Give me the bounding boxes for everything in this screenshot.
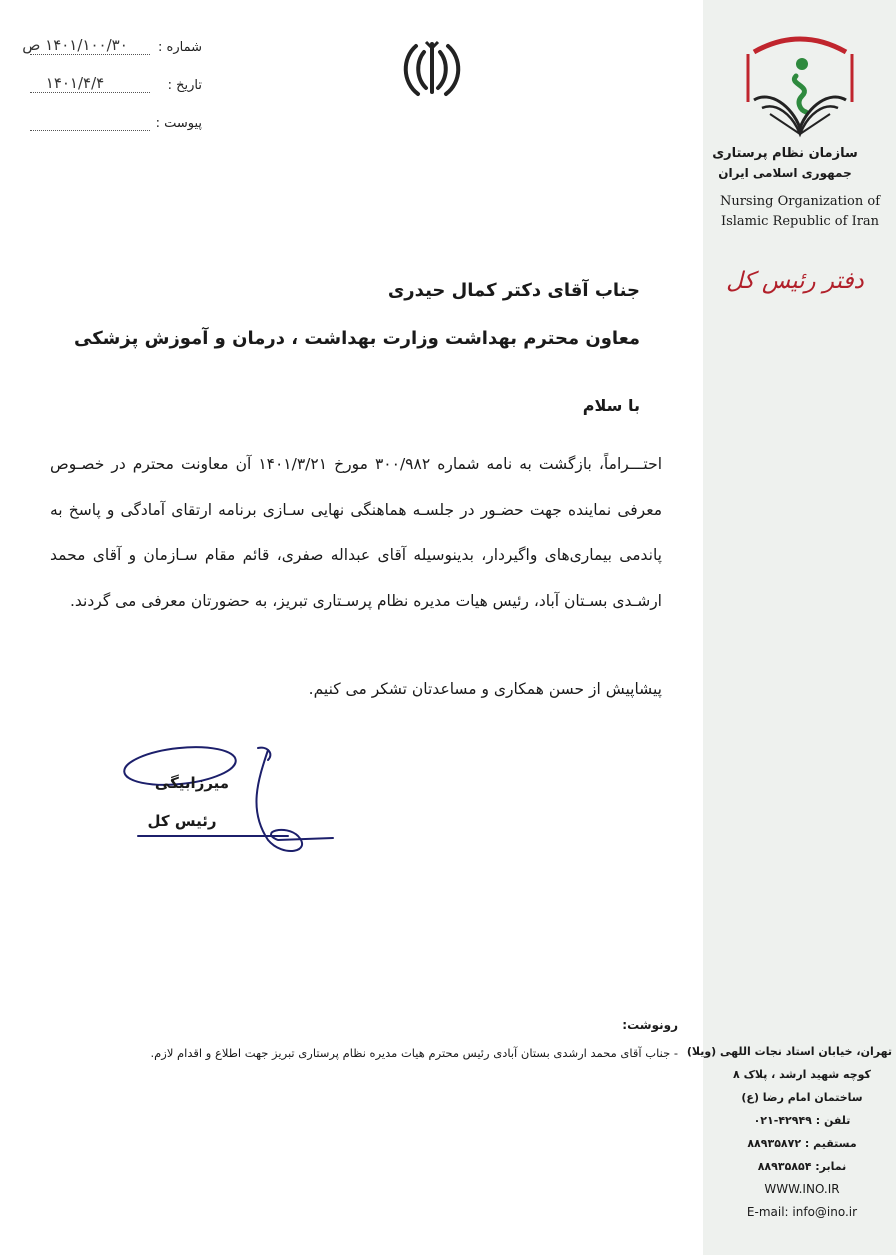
cc-label: رونوشت: — [622, 1018, 678, 1032]
footer-contact — [686, 1040, 892, 1224]
letter-body: احتـــراماً، بازگشت به نامه شماره ۳۰۰/۹۸۲ مورخ ۱۴۰۱/۳/۲۱ آن معاونت محترم در خصـوص معرفی نماینده جهت حضـور در جلسـه هماهنگی نهایی سـازی برنامه ارتقای آمادگی و پاسخ به پاندمی بیماری‌های واگیردار، بدینوسیله آقای عبداله صفری، قائم مقام سـازمان و آقای محمد ارشـدی بسـتان آباد، رئیس هیات مدیره نظام پرسـتاری تبریز، به حضورتان معرفی می گردند. — [50, 455, 662, 610]
direct-phone: مستقیم : ۸۸۹۳۵۸۷۲ — [747, 1137, 857, 1150]
cc-item: - جناب آقای محمد ارشدی بستان آبادی رئیس محترم هیات مدیره نظام پرستاری تبریز جهت اطلاع و اقدام لازم. — [150, 1046, 678, 1060]
org-name-fa-line1: سازمان نظام پرستاری — [712, 146, 858, 161]
fax: نمابر: ۸۸۹۳۵۸۵۴ — [757, 1160, 847, 1173]
org-name-fa-line2: جمهوری اسلامی ایران — [718, 166, 852, 180]
date-row — [0, 74, 220, 112]
email-link[interactable]: E-mail: info@ino.ir — [746, 1205, 858, 1219]
recipient-title: معاون محترم بهداشت وزارت بهداشت ، درمان و آموزش پزشکی — [74, 328, 640, 349]
number-row — [0, 36, 220, 74]
number-dots — [30, 54, 150, 55]
recipient-name: جناب آقای دکتر کمال حیدری — [387, 280, 640, 301]
signer-name: میرزابیگی — [154, 774, 230, 792]
attachment-label: پیوست : — [155, 116, 202, 131]
letter-meta — [0, 36, 220, 150]
number-value: ۱۴۰۱/۱۰۰/۳۰ ص — [22, 36, 128, 54]
signer-title: رئیس کل — [147, 812, 217, 830]
attachment-dots — [30, 130, 150, 131]
phone: تلفن : ۴۲۹۴۹-۰۲۱ — [753, 1114, 851, 1127]
salutation: با سلام — [582, 396, 640, 415]
date-dots — [30, 92, 150, 93]
nursing-organization-logo — [740, 30, 860, 142]
office-name: دفتر رئیس کل — [726, 268, 864, 294]
website-link[interactable]: WWW.INO.IR — [764, 1182, 840, 1196]
address-line2: کوچه شهید ارشد ، پلاک ۸ — [733, 1068, 871, 1081]
address-line1: تهران، خیابان استاد نجات اللهی (ویلا) — [686, 1045, 892, 1058]
handwritten-signature — [118, 740, 338, 860]
address-line3: ساختمان امام رضا (ع) — [741, 1091, 863, 1104]
date-value: ۱۴۰۱/۴/۴ — [45, 74, 105, 92]
date-label: تاریخ : — [167, 78, 202, 93]
org-name-en-line1: Nursing Organization of — [719, 194, 881, 209]
number-label: شماره : — [158, 40, 202, 55]
letter-closing: پیشاپیش از حسن همکاری و مساعدتان تشکر می کنیم. — [308, 680, 662, 698]
attachment-row — [0, 112, 220, 150]
iran-emblem-icon — [396, 38, 468, 100]
org-name-en-line2: Islamic Republic of Iran — [720, 214, 880, 229]
